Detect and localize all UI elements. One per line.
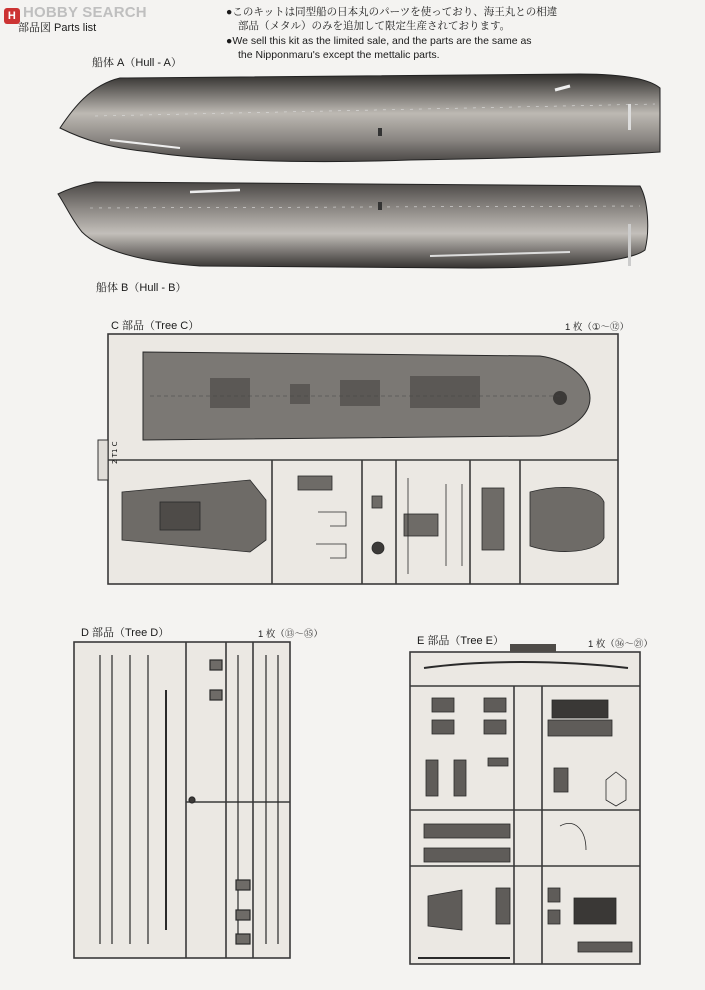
tree-e-label: E 部品（Tree E）: [417, 635, 504, 647]
tree-d-count: 1 枚（⑬～㉟）: [258, 629, 323, 640]
tree-c-deck: [143, 352, 590, 440]
tree-e-count: 1 枚（㊱～㉑）: [588, 639, 653, 650]
note-jp-line1: ●このキットは同型船の日本丸のパーツを使っており、海王丸との相違: [226, 6, 558, 18]
hobby-search-logo: H: [4, 8, 20, 24]
tree-e-gate: [510, 644, 556, 652]
hull-b-part: [58, 182, 648, 268]
note-en-line2: the Nipponmaru's except the mettalic parts.: [238, 49, 440, 61]
tree-c-stamp: 2 T1 C: [111, 441, 119, 464]
page-title: 部品図 Parts list: [18, 22, 97, 34]
hull-a-label: 船体 A（Hull - A）: [92, 57, 182, 69]
note-jp-line2: 部品（メタル）のみを追加して限定生産されております。: [238, 20, 511, 32]
watermark-text: HOBBY SEARCH: [23, 4, 147, 21]
tree-c-count: 1 枚（①～⑫）: [565, 322, 629, 333]
note-en-line1: ●We sell this kit as the limited sale, and the parts are the same as: [226, 35, 532, 47]
hull-b-label: 船体 B（Hull - B）: [96, 282, 187, 294]
hull-a-part: [60, 74, 660, 162]
tree-d-label: D 部品（Tree D）: [81, 627, 170, 639]
tree-d-sprue: [74, 642, 290, 958]
tree-c-label: C 部品（Tree C）: [111, 320, 200, 332]
